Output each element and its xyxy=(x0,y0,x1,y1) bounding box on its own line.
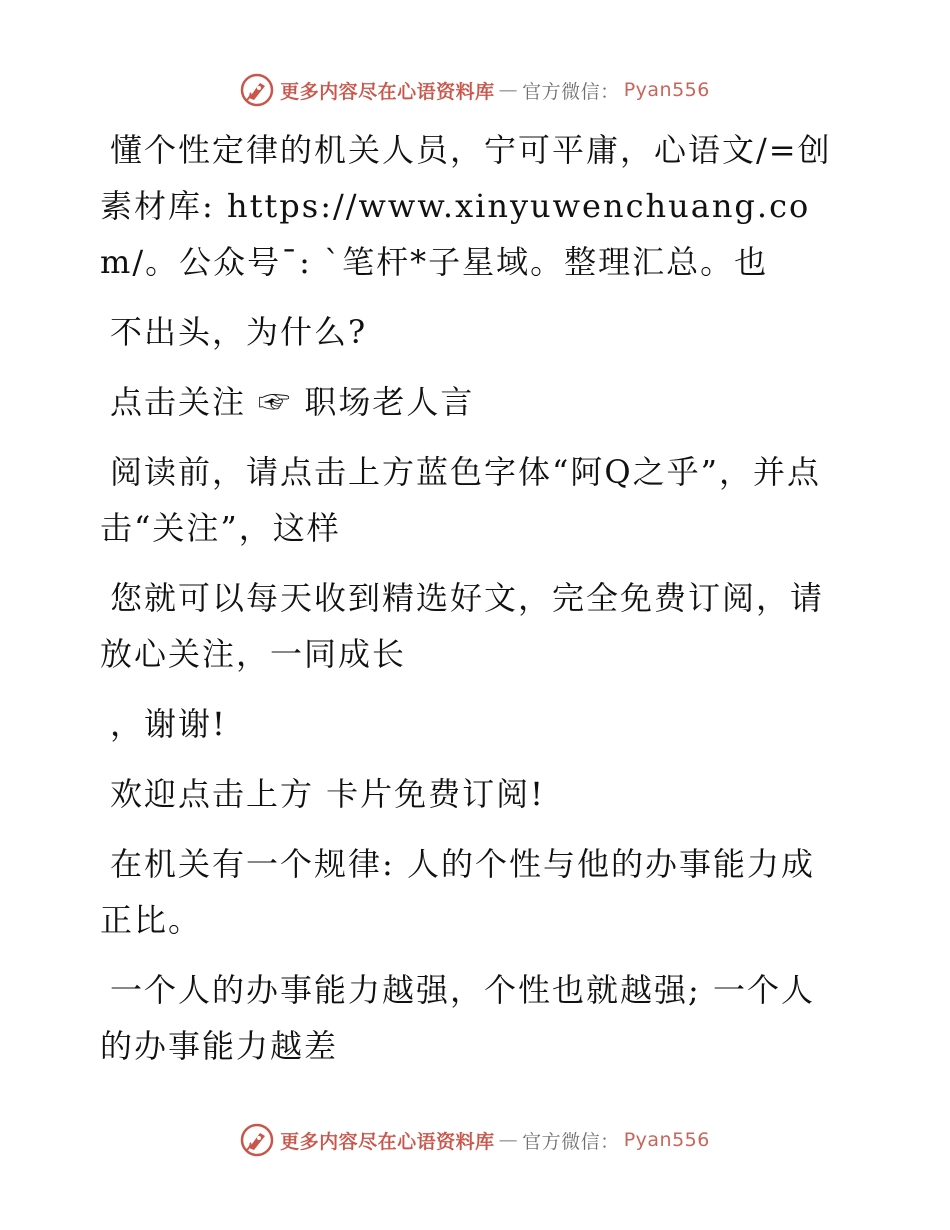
watermark-main-text: 更多内容尽在心语资料库 xyxy=(280,1130,495,1153)
paragraph-1: 懂个性定律的机关人员，宁可平庸，心语文/=创素材库: https://www.xinyuwenchuang.com/。公众号¯: `笔杆*子星域。整理汇总。也 xyxy=(100,131,832,281)
pen-nib-logo-icon xyxy=(240,73,274,107)
watermark-separator: — xyxy=(498,1129,519,1151)
paragraph-9: 一个人的办事能力越强，个性也就越强; 一个人的办事能力越差 xyxy=(100,971,815,1065)
paragraph-5: 您就可以每天收到精选好文，完全免费订阅，请放心关注，一同成长 xyxy=(100,579,825,673)
watermark-wechat-id: Pyan556 xyxy=(623,1129,710,1151)
document-body xyxy=(100,122,840,1088)
header-watermark-banner xyxy=(0,70,950,110)
paragraph-4: 阅读前，请点击上方蓝色字体“阿Q之乎”，并点击“关注”，这样 xyxy=(100,453,821,547)
paragraph-8: 在机关有一个规律: 人的个性与他的办事能力成正比。 xyxy=(100,845,815,939)
watermark-wechat-label: 官方微信： xyxy=(522,80,620,103)
watermark-main-text: 更多内容尽在心语资料库 xyxy=(280,80,495,103)
paragraph-6: ，谢谢! xyxy=(110,705,227,743)
watermark-text-group xyxy=(240,1123,710,1157)
paragraph-3: 点击关注 ☞ 职场老人言 xyxy=(110,383,475,421)
watermark-wechat-id: Pyan556 xyxy=(623,79,710,101)
watermark-wechat-label: 官方微信： xyxy=(522,1130,620,1153)
pen-nib-logo-icon xyxy=(240,1123,274,1157)
watermark-separator: — xyxy=(498,79,519,101)
paragraph-7: 欢迎点击上方 卡片免费订阅! xyxy=(110,775,546,813)
paragraph-2: 不出头，为什么? xyxy=(110,313,368,351)
footer-watermark-banner xyxy=(0,1120,950,1160)
watermark-text-group xyxy=(240,73,710,107)
